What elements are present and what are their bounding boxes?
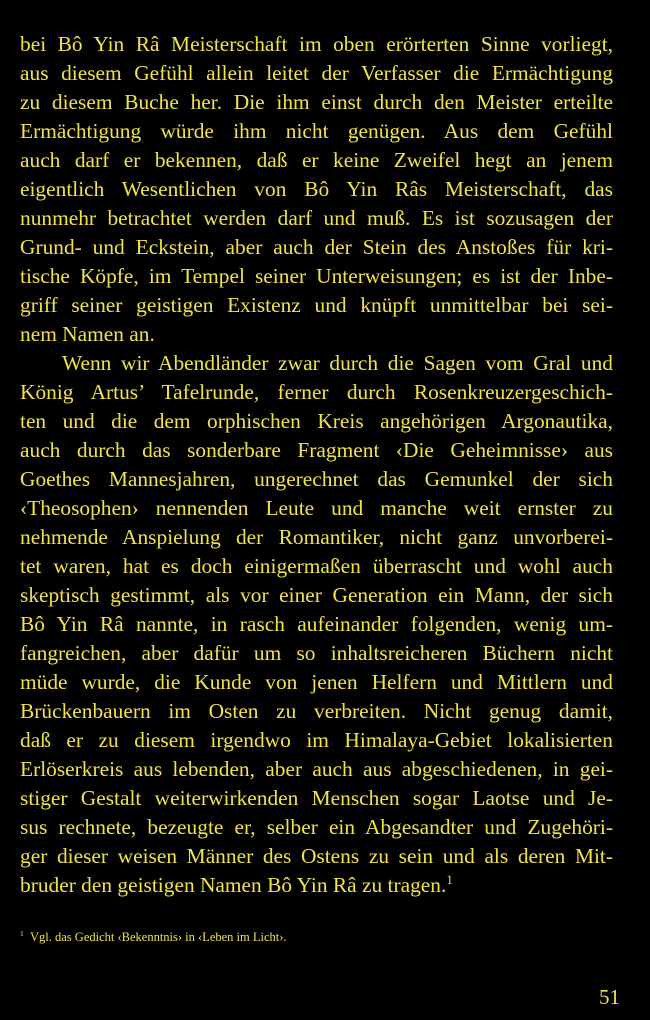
text-line: Brückenbauern im Osten zu verbreiten. Nicht genug damit, (20, 699, 613, 723)
text-line: tische Köpfe, im Tempel seiner Unterweisungen; es ist der Inbe- (20, 264, 613, 288)
text-line: skeptisch gestimmt, als vor einer Generation ein Mann, der sich (20, 583, 613, 607)
text-line: bei Bô Yin Râ Meisterschaft im oben erörterten Sinne vorliegt, (20, 32, 613, 56)
text-line: ger dieser weisen Männer des Ostens zu sein und als deren Mit- (20, 844, 613, 868)
text-line: Goethes Mannesjahren, ungerechnet das Gemunkel der sich (20, 467, 613, 491)
text-line: stiger Gestalt weiterwirkenden Menschen sogar Laotse und Je- (20, 786, 613, 810)
text-line: Grund- und Eckstein, aber auch der Stein des Anstoßes für kri- (20, 235, 613, 259)
text-line: tet waren, hat es doch einigermaßen überrascht und wohl auch (20, 554, 613, 578)
text-line: nunmehr betrachtet werden darf und muß. Es ist sozusagen der (20, 206, 613, 230)
text-line: nehmende Anspielung der Romantiker, nicht ganz unvorberei- (20, 525, 613, 549)
text-line: eigentlich Wesentlichen von Bô Yin Râs Meisterschaft, das (20, 177, 613, 201)
footnote-marker: 1 (20, 928, 24, 938)
text-line: fangreichen, aber dafür um so inhaltsreicheren Büchern nicht (20, 641, 613, 665)
text-line: auch darf er bekennen, daß er keine Zweifel hegt an jenem (20, 148, 613, 172)
text-line: auch durch das sonderbare Fragment ‹Die Geheimnisse› aus (20, 438, 613, 462)
text-line: müde wurde, die Kunde von jenen Helfern und Mittlern und (20, 670, 613, 694)
text-line: Wenn wir Abendländer zwar durch die Sagen vom Gral und (62, 351, 613, 375)
text-line: griff seiner geistigen Existenz und knüpft unmittelbar bei sei- (20, 293, 613, 317)
text-line: Erlöserkreis aus lebenden, aber auch aus abgeschiedenen, in gei- (20, 757, 613, 781)
footnote (20, 929, 613, 945)
text-line (20, 871, 613, 900)
footnote-reference: 1 (446, 872, 453, 887)
text-line: Ermächtigung würde ihm nicht genügen. Aus dem Gefühl (20, 119, 613, 143)
text-line: aus diesem Gefühl allein leitet der Verfasser die Ermächtigung (20, 61, 613, 85)
page-number: 51 (599, 985, 620, 1009)
text-line-content: bruder den geistigen Namen Bô Yin Râ zu tragen. (20, 873, 447, 897)
text-line: zu diesem Buche her. Die ihm einst durch den Meister erteilte (20, 90, 613, 114)
text-line: sus rechnete, bezeugte er, selber ein Abgesandter und Zugehöri- (20, 815, 613, 839)
text-line: nem Namen an. (20, 322, 155, 346)
text-line: Bô Yin Râ nannte, in rasch aufeinander folgenden, wenig um- (20, 612, 613, 636)
text-line: ‹Theosophen› nennenden Leute und manche weit ernster zu (20, 496, 613, 520)
text-line: König Artus’ Tafelrunde, ferner durch Rosenkreuzergeschich- (20, 380, 613, 404)
text-line: ten und die dem orphischen Kreis angehörigen Argonautika, (20, 409, 613, 433)
text-line: daß er zu diesem irgendwo im Himalaya-Gebiet lokalisierten (20, 728, 613, 752)
footnote-text: Vgl. das Gedicht ‹Bekenntnis› in ‹Leben im Licht›. (30, 930, 287, 944)
